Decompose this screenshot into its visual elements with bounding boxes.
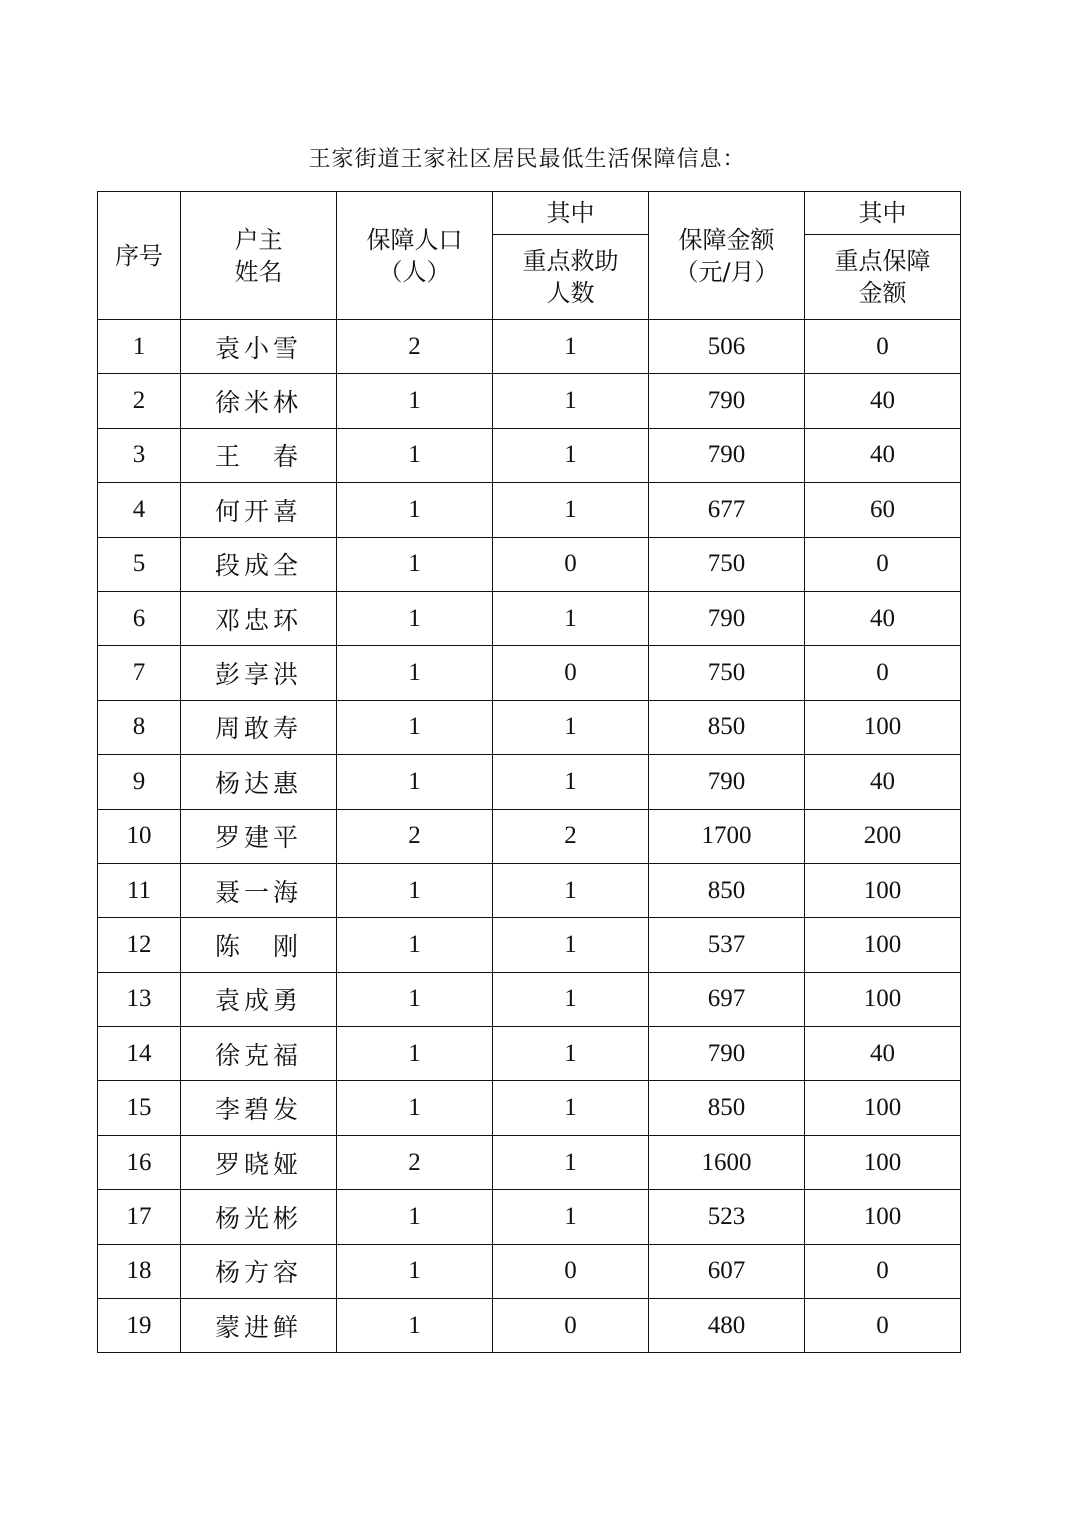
table-body: [98, 320, 961, 1353]
cell-index: 13: [98, 972, 181, 1026]
cell-key-relief: 0: [493, 1244, 649, 1298]
header-group1: 其中: [493, 192, 649, 235]
cell-name: 袁成勇: [181, 972, 337, 1026]
cell-name: 陈 刚: [181, 918, 337, 972]
cell-key-relief: 1: [493, 918, 649, 972]
cell-index: 4: [98, 483, 181, 537]
cell-index: 9: [98, 755, 181, 809]
cell-name: 周敢寿: [181, 700, 337, 754]
cell-name: 李碧发: [181, 1081, 337, 1135]
cell-population: 1: [337, 537, 493, 591]
cell-name: 杨方容: [181, 1244, 337, 1298]
table-row: [98, 918, 961, 972]
relief-table: [97, 191, 961, 1353]
cell-name: 罗晓娅: [181, 1135, 337, 1189]
table-row: [98, 537, 961, 591]
cell-key-relief: 1: [493, 1135, 649, 1189]
table-row: [98, 1081, 961, 1135]
cell-key-amount: 40: [805, 374, 961, 428]
cell-key-relief: 1: [493, 591, 649, 645]
cell-amount: 480: [649, 1299, 805, 1353]
cell-key-amount: 0: [805, 320, 961, 374]
cell-key-amount: 40: [805, 755, 961, 809]
cell-key-relief: 1: [493, 863, 649, 917]
cell-population: 1: [337, 918, 493, 972]
cell-index: 18: [98, 1244, 181, 1298]
table-row: [98, 374, 961, 428]
header-key-relief: [493, 235, 649, 320]
table-row: [98, 809, 961, 863]
table-row: [98, 1135, 961, 1189]
cell-amount: 850: [649, 700, 805, 754]
cell-index: 14: [98, 1027, 181, 1081]
cell-index: 17: [98, 1190, 181, 1244]
cell-population: 1: [337, 755, 493, 809]
cell-key-amount: 100: [805, 1135, 961, 1189]
cell-key-amount: 40: [805, 428, 961, 482]
header-name-line1: 户主: [234, 225, 283, 254]
header-name: [181, 192, 337, 320]
cell-index: 1: [98, 320, 181, 374]
cell-name: 袁小雪: [181, 320, 337, 374]
cell-key-relief: 2: [493, 809, 649, 863]
cell-name: 徐米林: [181, 374, 337, 428]
cell-index: 6: [98, 591, 181, 645]
cell-population: 1: [337, 428, 493, 482]
table-row: [98, 755, 961, 809]
cell-population: 1: [337, 1299, 493, 1353]
cell-index: 2: [98, 374, 181, 428]
cell-key-amount: 0: [805, 646, 961, 700]
header-index: 序号: [98, 192, 181, 320]
header-name-line2: 姓名: [234, 257, 283, 286]
header-key-relief-line2: 人数: [546, 279, 595, 307]
cell-key-relief: 1: [493, 428, 649, 482]
cell-name: 段成全: [181, 537, 337, 591]
cell-amount: 850: [649, 863, 805, 917]
cell-key-relief: 0: [493, 646, 649, 700]
cell-name: 王 春: [181, 428, 337, 482]
cell-amount: 697: [649, 972, 805, 1026]
cell-key-relief: 1: [493, 483, 649, 537]
cell-key-relief: 1: [493, 374, 649, 428]
cell-index: 12: [98, 918, 181, 972]
cell-key-amount: 100: [805, 700, 961, 754]
cell-amount: 1600: [649, 1135, 805, 1189]
header-population-line2: （人）: [378, 257, 451, 286]
cell-key-amount: 100: [805, 1190, 961, 1244]
cell-name: 罗建平: [181, 809, 337, 863]
cell-key-relief: 0: [493, 1299, 649, 1353]
cell-amount: 750: [649, 646, 805, 700]
header-key-amount: [805, 235, 961, 320]
cell-name: 邓忠环: [181, 591, 337, 645]
cell-amount: 850: [649, 1081, 805, 1135]
cell-population: 1: [337, 483, 493, 537]
cell-index: 8: [98, 700, 181, 754]
cell-key-relief: 1: [493, 755, 649, 809]
cell-name: 杨达惠: [181, 755, 337, 809]
cell-key-relief: 1: [493, 1190, 649, 1244]
table-row: [98, 700, 961, 754]
header-key-amount-line2: 金额: [858, 279, 907, 307]
cell-key-relief: 1: [493, 1081, 649, 1135]
cell-name: 聂一海: [181, 863, 337, 917]
cell-population: 1: [337, 1081, 493, 1135]
cell-amount: 537: [649, 918, 805, 972]
cell-population: 1: [337, 1244, 493, 1298]
cell-index: 3: [98, 428, 181, 482]
cell-population: 1: [337, 863, 493, 917]
cell-population: 1: [337, 700, 493, 754]
cell-amount: 790: [649, 591, 805, 645]
header-population: [337, 192, 493, 320]
cell-index: 11: [98, 863, 181, 917]
cell-population: 1: [337, 374, 493, 428]
cell-amount: 506: [649, 320, 805, 374]
cell-population: 2: [337, 1135, 493, 1189]
table-row: [98, 1190, 961, 1244]
cell-key-amount: 100: [805, 972, 961, 1026]
table-row: [98, 863, 961, 917]
table-row: [98, 1299, 961, 1353]
cell-name: 何开喜: [181, 483, 337, 537]
header-population-line1: 保障人口: [366, 225, 463, 254]
cell-key-amount: 0: [805, 1244, 961, 1298]
cell-key-amount: 100: [805, 918, 961, 972]
cell-amount: 790: [649, 428, 805, 482]
cell-index: 15: [98, 1081, 181, 1135]
table-row: [98, 483, 961, 537]
cell-name: 徐克福: [181, 1027, 337, 1081]
cell-population: 1: [337, 591, 493, 645]
cell-amount: 750: [649, 537, 805, 591]
cell-key-amount: 100: [805, 863, 961, 917]
cell-amount: 523: [649, 1190, 805, 1244]
cell-key-relief: 1: [493, 700, 649, 754]
cell-population: 1: [337, 1190, 493, 1244]
cell-population: 2: [337, 320, 493, 374]
table-row: [98, 320, 961, 374]
header-key-amount-line1: 重点保障: [834, 247, 931, 275]
header-amount: [649, 192, 805, 320]
cell-key-amount: 0: [805, 537, 961, 591]
table-row: [98, 428, 961, 482]
cell-amount: 790: [649, 1027, 805, 1081]
cell-key-amount: 200: [805, 809, 961, 863]
cell-population: 1: [337, 972, 493, 1026]
cell-population: 2: [337, 809, 493, 863]
cell-key-amount: 40: [805, 1027, 961, 1081]
cell-population: 1: [337, 646, 493, 700]
cell-name: 彭享洪: [181, 646, 337, 700]
cell-key-amount: 100: [805, 1081, 961, 1135]
cell-key-relief: 1: [493, 972, 649, 1026]
page-title: 王家街道王家社区居民最低生活保障信息：: [308, 147, 746, 172]
cell-key-amount: 0: [805, 1299, 961, 1353]
header-amount-line2: （元/月）: [674, 257, 779, 286]
cell-index: 5: [98, 537, 181, 591]
header-group2: 其中: [805, 192, 961, 235]
header-amount-line1: 保障金额: [678, 225, 775, 254]
cell-key-relief: 1: [493, 320, 649, 374]
cell-key-amount: 40: [805, 591, 961, 645]
cell-index: 7: [98, 646, 181, 700]
cell-index: 19: [98, 1299, 181, 1353]
cell-index: 16: [98, 1135, 181, 1189]
cell-amount: 607: [649, 1244, 805, 1298]
table-row: [98, 646, 961, 700]
cell-key-relief: 0: [493, 537, 649, 591]
cell-name: 杨光彬: [181, 1190, 337, 1244]
cell-amount: 790: [649, 374, 805, 428]
table-row: [98, 972, 961, 1026]
table-header: [98, 192, 961, 320]
table-row: [98, 1027, 961, 1081]
header-key-relief-line1: 重点救助: [522, 247, 619, 275]
cell-population: 1: [337, 1027, 493, 1081]
cell-amount: 790: [649, 755, 805, 809]
table-row: [98, 591, 961, 645]
table-row: [98, 1244, 961, 1298]
cell-name: 蒙进鲜: [181, 1299, 337, 1353]
cell-index: 10: [98, 809, 181, 863]
cell-amount: 677: [649, 483, 805, 537]
cell-key-amount: 60: [805, 483, 961, 537]
cell-amount: 1700: [649, 809, 805, 863]
cell-key-relief: 1: [493, 1027, 649, 1081]
